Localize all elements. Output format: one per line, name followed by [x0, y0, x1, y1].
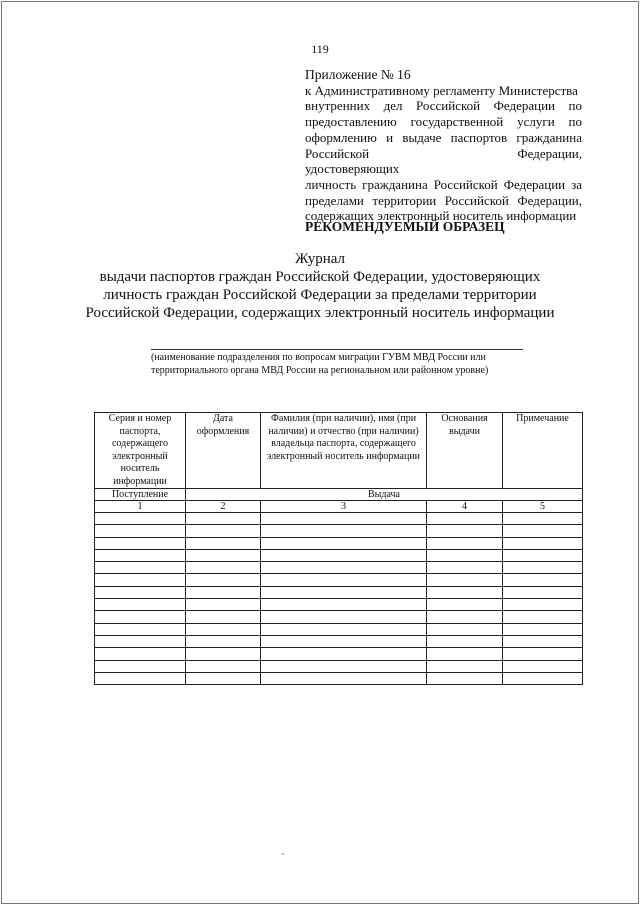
table-cell	[427, 525, 503, 537]
table-cell	[503, 525, 583, 537]
scan-speck	[282, 853, 284, 855]
organization-fill-line	[151, 349, 523, 350]
journal-subtitle-line: личность граждан Российской Федерации за пределами территории	[103, 287, 537, 303]
appendix-line: пределами территории Российской Федерации,	[305, 192, 582, 208]
table-cell	[261, 574, 427, 586]
appendix-body	[305, 83, 582, 224]
table-row	[95, 635, 583, 647]
journal-table	[94, 412, 583, 685]
table-cell	[503, 562, 583, 574]
table-cell	[261, 635, 427, 647]
appendix-line: содержащих электронный носитель информации	[305, 208, 577, 224]
table-row	[95, 525, 583, 537]
table-cell	[186, 513, 261, 525]
journal-title-block	[0, 250, 640, 322]
table-cell	[427, 599, 503, 611]
appendix-line: предоставлению государственной услуги по	[305, 114, 582, 130]
table-cell	[427, 513, 503, 525]
table-cell	[95, 623, 186, 635]
table-number-row	[95, 501, 583, 513]
table-group-row	[95, 489, 583, 501]
table-cell	[261, 672, 427, 684]
table-row	[95, 599, 583, 611]
table-cell	[503, 648, 583, 660]
table-cell	[503, 623, 583, 635]
table-row	[95, 549, 583, 561]
table-cell	[95, 586, 186, 598]
table-cell	[186, 648, 261, 660]
table-cell	[503, 672, 583, 684]
table-row	[95, 562, 583, 574]
journal-title: Журнал	[294, 251, 345, 267]
table-cell	[95, 599, 186, 611]
table-cell	[427, 586, 503, 598]
table-row	[95, 672, 583, 684]
table-cell	[503, 513, 583, 525]
table-cell	[95, 562, 186, 574]
table-cell	[503, 549, 583, 561]
organization-caption-line: (наименование подразделения по вопросам миграции ГУВМ МВД России или	[151, 352, 486, 363]
table-cell	[95, 574, 186, 586]
table-cell	[427, 574, 503, 586]
table-cell	[503, 660, 583, 672]
table-cell	[186, 574, 261, 586]
table-cell	[186, 635, 261, 647]
table-cell	[186, 599, 261, 611]
table-cell	[261, 623, 427, 635]
table-cell	[503, 611, 583, 623]
table-cell	[186, 672, 261, 684]
table-cell	[261, 660, 427, 672]
table-cell	[95, 635, 186, 647]
table-cell	[503, 586, 583, 598]
table-cell	[95, 611, 186, 623]
table-cell	[95, 513, 186, 525]
table-header-row	[95, 413, 583, 489]
recommended-sample-label: РЕКОМЕНДУЕМЫЙ ОБРАЗЕЦ	[305, 219, 505, 234]
table-cell	[503, 537, 583, 549]
table-cell	[186, 660, 261, 672]
table-cell	[261, 537, 427, 549]
column-header-issue-date: Дата оформления	[186, 413, 261, 489]
table-row	[95, 611, 583, 623]
table-cell	[427, 648, 503, 660]
table-cell	[261, 549, 427, 561]
table-cell	[186, 549, 261, 561]
table-cell	[186, 562, 261, 574]
column-number: 4	[427, 501, 503, 513]
table-cell	[427, 611, 503, 623]
appendix-title: Приложение № 16	[305, 67, 411, 82]
table-cell	[261, 562, 427, 574]
journal-subtitle-line: выдачи паспортов граждан Российской Федерации, удостоверяющих	[99, 269, 541, 285]
table-cell	[503, 574, 583, 586]
column-header-owner-name: Фамилия (при наличии), имя (при наличии) и отчество (при наличии) владельца паспорта, содержащего электронный носитель информации	[261, 413, 427, 489]
appendix-line: к Административному регламенту Министерства	[305, 82, 578, 98]
group-label-issuance: Выдача	[186, 489, 583, 501]
journal-subtitle-line: Российской Федерации, содержащих электронный носитель информации	[85, 305, 555, 321]
table-cell	[427, 672, 503, 684]
table-row	[95, 574, 583, 586]
table-cell	[95, 537, 186, 549]
table-cell	[261, 648, 427, 660]
column-header-grounds: Основания выдачи	[427, 413, 503, 489]
page-number: 119	[311, 42, 329, 56]
table-row	[95, 586, 583, 598]
appendix-line: оформлению и выдаче паспортов гражданина	[305, 129, 582, 145]
appendix-line: внутренних дел Российской Федерации по	[305, 98, 582, 114]
table-row	[95, 537, 583, 549]
table-cell	[186, 611, 261, 623]
table-cell	[186, 586, 261, 598]
table-cell	[95, 549, 186, 561]
table-cell	[95, 648, 186, 660]
organization-caption	[151, 351, 531, 377]
column-number: 3	[261, 501, 427, 513]
table-cell	[95, 672, 186, 684]
table-cell	[427, 623, 503, 635]
table-cell	[186, 623, 261, 635]
column-header-passport-number: Серия и номер паспорта, содержащего электронный носитель информации	[95, 413, 186, 489]
organization-caption-line: территориального органа МВД России на региональном или районном уровне)	[151, 365, 489, 376]
table-cell	[503, 635, 583, 647]
table-cell	[427, 660, 503, 672]
table-row	[95, 513, 583, 525]
table-cell	[261, 525, 427, 537]
table-cell	[261, 599, 427, 611]
table-cell	[186, 525, 261, 537]
appendix-line: Российской Федерации, удостоверяющих	[305, 145, 582, 177]
column-number: 2	[186, 501, 261, 513]
table-cell	[503, 599, 583, 611]
group-label-receipt: Поступление	[95, 489, 186, 501]
table-cell	[427, 635, 503, 647]
table-row	[95, 660, 583, 672]
column-number: 5	[503, 501, 583, 513]
table-row	[95, 623, 583, 635]
appendix-block	[305, 67, 582, 224]
column-header-note: Примечание	[503, 413, 583, 489]
table-cell	[95, 660, 186, 672]
appendix-line: личность гражданина Российской Федерации за	[305, 176, 582, 192]
table-cell	[427, 549, 503, 561]
table-cell	[261, 611, 427, 623]
table-cell	[427, 537, 503, 549]
table-cell	[427, 562, 503, 574]
table-cell	[95, 525, 186, 537]
table-cell	[261, 513, 427, 525]
table-cell	[261, 586, 427, 598]
table-cell	[186, 537, 261, 549]
table-row	[95, 648, 583, 660]
column-number: 1	[95, 501, 186, 513]
